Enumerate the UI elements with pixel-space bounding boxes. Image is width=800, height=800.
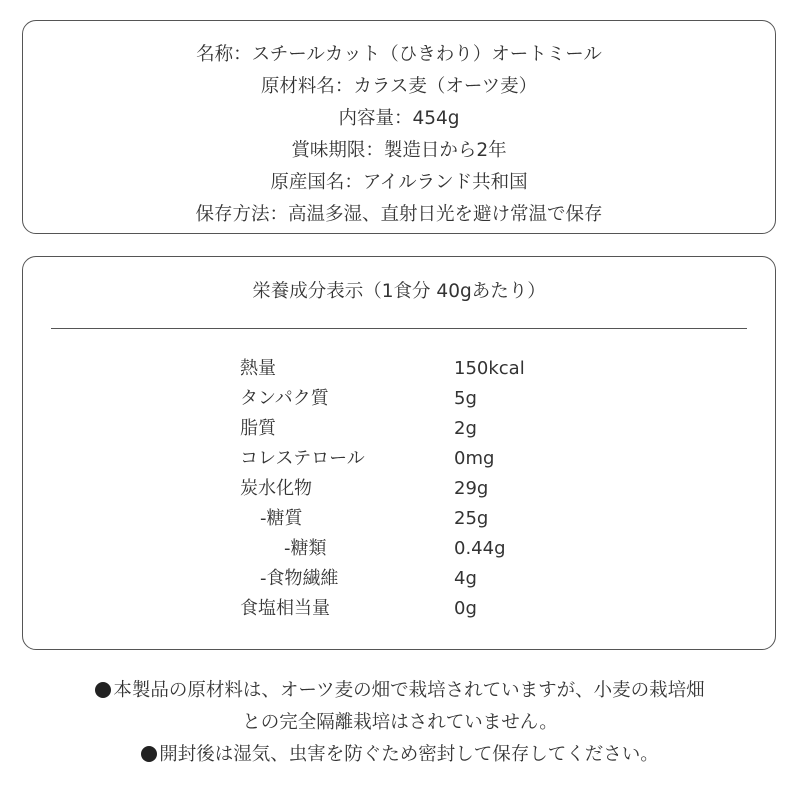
nutrient-value: 25g bbox=[454, 508, 489, 529]
nutrient-name: 熱量 bbox=[240, 358, 276, 379]
nutrient-name: 炭水化物 bbox=[240, 478, 312, 499]
bullet-icon bbox=[141, 746, 157, 762]
nutrition-row-salt-equivalent bbox=[23, 594, 775, 624]
product-info-box bbox=[22, 20, 776, 234]
net-weight-line: 内容量：454g bbox=[338, 108, 460, 129]
ingredients-line: 原材料名：カラス麦（オーツ麦） bbox=[260, 76, 538, 97]
storage-note-text: 開封後は湿気、虫害を防ぐため密封して保存してください。 bbox=[159, 744, 659, 765]
nutrient-name: -糖質 bbox=[260, 508, 303, 529]
nutrient-value: 2g bbox=[454, 418, 477, 439]
nutrient-value: 29g bbox=[454, 478, 489, 499]
nutrient-name: タンパク質 bbox=[240, 388, 329, 409]
nutrient-value: 0.44g bbox=[454, 538, 506, 559]
allergen-note-line-1 bbox=[0, 675, 800, 707]
nutrient-value: 150kcal bbox=[454, 358, 525, 379]
nutrition-facts-box bbox=[22, 256, 776, 650]
nutrient-name: 食塩相当量 bbox=[240, 598, 330, 619]
country-of-origin-line: 原産国名：アイルランド共和国 bbox=[270, 172, 528, 193]
nutrition-row-sugars bbox=[23, 534, 775, 564]
allergen-note-line-2 bbox=[0, 707, 800, 739]
best-before-line: 賞味期限：製造日から2年 bbox=[291, 140, 507, 161]
allergen-note-text: 本製品の原材料は、オーツ麦の畑で栽培されていますが、小麦の栽培畑 bbox=[113, 680, 705, 701]
nutrient-name: -食物繊維 bbox=[260, 568, 339, 589]
bullet-icon bbox=[95, 682, 111, 698]
nutrition-row-dietary-fiber bbox=[23, 564, 775, 594]
nutrition-row-protein bbox=[23, 384, 775, 414]
nutrient-value: 0g bbox=[454, 598, 477, 619]
nutrient-value: 0mg bbox=[454, 448, 495, 469]
storage-method-line: 保存方法：高温多湿、直射日光を避け常温で保存 bbox=[195, 204, 603, 225]
nutrient-name: コレステロール bbox=[240, 448, 365, 469]
product-name-line: 名称：スチールカット（ひきわり）オートミール bbox=[196, 44, 602, 65]
nutrition-row-energy bbox=[23, 354, 775, 384]
allergen-note-text-continued: との完全隔離栽培はされていません。 bbox=[242, 712, 558, 733]
nutrition-divider bbox=[51, 328, 747, 329]
nutrient-name: 脂質 bbox=[240, 418, 276, 439]
nutrition-row-sugar-carbs bbox=[23, 504, 775, 534]
nutrition-row-fat bbox=[23, 414, 775, 444]
footer-notes bbox=[0, 675, 800, 771]
nutrition-title: 栄養成分表示（1食分 40gあたり） bbox=[252, 281, 546, 302]
nutrient-name: -糖類 bbox=[284, 538, 327, 559]
nutrition-row-cholesterol bbox=[23, 444, 775, 474]
nutrient-value: 4g bbox=[454, 568, 477, 589]
nutrient-value: 5g bbox=[454, 388, 477, 409]
nutrition-table bbox=[23, 354, 775, 624]
storage-note-line bbox=[0, 739, 800, 771]
nutrition-row-carbohydrate bbox=[23, 474, 775, 504]
